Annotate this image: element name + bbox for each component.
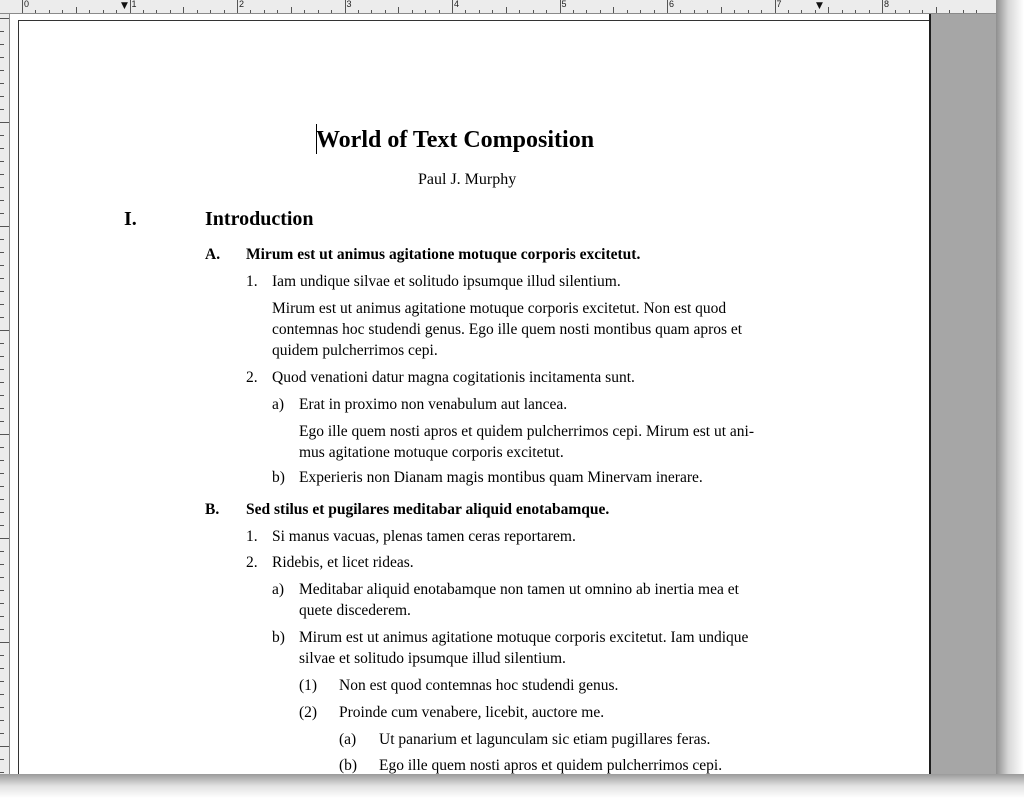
ruler-tick [89,10,90,13]
torn-edge-shadow [996,0,1024,798]
ruler-tick [667,0,668,13]
ruler-tick [170,10,171,13]
ruler-tick [0,109,4,110]
ruler-tick [546,10,547,13]
ruler-tick [0,434,9,435]
paragraph-line[interactable]: Mirum est ut animus agitatione motuque corporis excitetut. Non est quod [272,300,727,317]
ruler-tick [0,733,4,734]
list-label[interactable]: b) [272,469,285,486]
ruler-tick [35,10,36,13]
ruler-tick [331,10,332,13]
list-item-text[interactable]: Mirum est ut animus agitatione motuque corporis excitetut. Iam undique [299,629,749,646]
ruler-tick [0,694,4,695]
ruler-tick [0,200,4,201]
ruler-inch-label: 6 [669,0,675,9]
list-label[interactable]: 2. [246,369,258,386]
ruler-tick [761,10,762,13]
ruler-tick [0,265,4,266]
list-item-text[interactable]: Meditabar aliquid enotabamque non tamen ut omnino ab inertia mea et [299,581,739,598]
ruler-tick [0,356,4,357]
document-author[interactable]: Paul J. Murphy [418,171,517,188]
ruler-tick [143,10,144,13]
ruler-tick [224,10,225,13]
ruler-tick [828,7,829,13]
ruler-tick [0,395,4,396]
ruler-tick [76,7,77,13]
ruler-tick [0,252,4,253]
ruler-inch-label: 0 [24,0,30,9]
ruler-tick [0,31,4,32]
ruler-tick [734,10,735,13]
ruler-tick [976,10,977,13]
paragraph-line[interactable]: quete discederem. [299,602,411,619]
paragraph-line[interactable]: Ego ille quem nosti apros et quidem pulcherrimos cepi. Mirum est ut ani- [299,423,755,440]
ruler-tick [264,10,265,13]
ruler-tick [0,447,4,448]
ruler-tick [0,18,9,19]
ruler-tick [0,486,4,487]
ruler-tick [855,10,856,13]
list-label[interactable]: 1. [246,528,258,545]
ruler-inch-label: 1 [131,0,137,9]
ruler-tick [398,7,399,13]
ruler-inch-label: 5 [561,0,567,9]
ruler-tick [0,603,4,604]
ruler-tick [250,10,251,13]
ruler-tick [0,57,4,58]
ruler-tick [452,0,453,13]
ruler-inch-label: 8 [884,0,890,9]
ruler-tick [0,460,4,461]
list-label[interactable]: (a) [339,731,357,748]
ruler-tick [0,421,4,422]
list-label[interactable]: (b) [339,757,358,774]
ruler-tick [680,10,681,13]
ruler-tick [909,10,910,13]
ruler-tick [277,10,278,13]
list-item-text[interactable]: Ut panarium et lagunculam sic etiam pugillares feras. [379,731,711,748]
ruler-tick [0,564,4,565]
ruler-tick [0,213,4,214]
ruler-tick [627,10,628,13]
ruler-tick [0,70,4,71]
list-item-text[interactable]: Proinde cum venabere, licebit, auctore me. [339,704,605,721]
list-label[interactable]: A. [205,246,221,263]
ruler-tick [0,746,9,747]
ruler-tick [560,0,561,13]
ruler-tick [0,304,4,305]
ruler-tick [492,10,493,13]
list-label[interactable]: a) [272,581,285,598]
ruler-tick [0,759,4,760]
ruler-tick [0,44,4,45]
ruler-tick [412,10,413,13]
ruler-tick [0,707,4,708]
section-number[interactable]: I. [124,208,137,230]
ruler-tick [721,7,722,13]
ruler-tick [895,10,896,13]
ruler-tick [0,122,9,123]
ruler-tick [613,7,614,13]
ruler-tick [0,96,4,97]
ruler-tick [291,7,292,13]
ruler-tick [882,0,883,13]
ruler-tick [0,772,4,773]
ruler-tick [748,10,749,13]
ruler-tick [694,10,695,13]
list-item-text[interactable]: Erat in proximo non venabulum aut lancea. [299,396,568,413]
list-item-text[interactable]: Ridebis, et licet rideas. [272,554,414,571]
ruler-tick [949,10,950,13]
ruler-inch-label: 7 [776,0,782,9]
ruler-tick [0,525,4,526]
ruler-tick [0,226,9,227]
ruler-tick [371,10,372,13]
ruler-tick [22,0,23,13]
ruler-tick [479,10,480,13]
ruler-tick [586,10,587,13]
ruler-tick [533,10,534,13]
paragraph-line[interactable]: contemnas hoc studendi genus. Ego ille quem nosti montibus quam apros et [272,321,743,338]
ruler-tick [439,10,440,13]
paragraph-line[interactable]: mus agitatione motuque corporis excitetut. [299,444,564,461]
list-label[interactable]: a) [272,396,285,413]
ruler-tick [519,10,520,13]
ruler-tick [936,7,937,13]
ruler-tick [465,10,466,13]
ruler-tick [842,10,843,13]
ruler-inch-label: 4 [454,0,460,9]
section-heading[interactable]: Introduction [205,208,314,230]
horizontal-ruler[interactable] [0,0,1000,14]
ruler-tick [0,720,4,721]
paragraph-line[interactable]: silvae et solitudo ipsumque illud silentium. [299,650,566,667]
list-label[interactable]: B. [205,501,220,518]
ruler-tick [103,10,104,13]
paragraph-line[interactable]: quidem pulcherrimos cepi. [272,342,438,359]
ruler-tick [922,10,923,13]
ruler-tick [62,10,63,13]
list-item-text[interactable]: Non est quod contemnas hoc studendi genus. [339,677,619,694]
list-label[interactable]: 1. [246,273,258,290]
ruler-tick [0,577,4,578]
list-label[interactable]: (2) [299,704,318,721]
list-item-text[interactable]: Sed stilus et pugilares meditabar aliquid enotabamque. [246,501,610,518]
ruler-tick [318,10,319,13]
ruler-tick [0,369,4,370]
ruler-tick [963,10,964,13]
ruler-tick [0,408,4,409]
ruler-tick [237,0,238,13]
ruler-tick [210,10,211,13]
ruler-tick [345,0,346,13]
ruler-tick [0,330,9,331]
ruler-tick [425,10,426,13]
ruler-tick [0,681,4,682]
ruler-tick [116,10,117,13]
vertical-ruler[interactable] [0,14,10,774]
ruler-tick [0,551,4,552]
ruler-tick [0,590,4,591]
ruler-tick [0,668,4,669]
ruler-tick [0,148,4,149]
right-indent-marker[interactable]: ▼ [816,1,823,11]
torn-edge-bottom [0,774,1024,798]
list-item-text[interactable]: Iam undique silvae et solitudo ipsumque illud silentium. [272,273,621,290]
ruler-inch-label: 3 [346,0,352,9]
ruler-tick [869,10,870,13]
list-item-text[interactable]: Ego ille quem nosti apros et quidem pulcherrimos cepi. [379,757,723,774]
ruler-tick [0,538,9,539]
ruler-tick [0,616,4,617]
ruler-tick [0,83,4,84]
ruler-tick [0,382,4,383]
ruler-tick [506,7,507,13]
ruler-tick [156,10,157,13]
ruler-tick [0,174,4,175]
ruler-tick [0,473,4,474]
list-item-text[interactable]: Si manus vacuas, plenas tamen ceras reportarem. [272,528,576,545]
ruler-tick [0,278,4,279]
ruler-tick [573,10,574,13]
ruler-tick [654,10,655,13]
ruler-tick [130,0,131,13]
ruler-tick [640,10,641,13]
ruler-tick [801,10,802,13]
ruler-tick [0,317,4,318]
ruler-tick [0,135,4,136]
ruler-tick [707,10,708,13]
list-label[interactable]: b) [272,629,285,646]
ruler-tick [0,629,4,630]
ruler-tick [0,343,4,344]
ruler-tick [0,161,4,162]
ruler-tick [775,0,776,13]
ruler-tick [49,10,50,13]
list-item-text[interactable]: Mirum est ut animus agitatione motuque corporis excitetut. [246,246,641,263]
ruler-inch-label: 2 [239,0,245,9]
ruler-tick [0,655,4,656]
left-indent-marker[interactable]: ▼ [121,1,128,11]
ruler-tick [197,10,198,13]
ruler-tick [788,10,789,13]
ruler-tick [0,512,4,513]
ruler-tick [358,10,359,13]
ruler-tick [600,10,601,13]
page-gutter [929,14,1002,774]
ruler-tick [0,642,9,643]
list-item-text[interactable]: Experieris non Dianam magis montibus quam Minervam inerare. [299,469,703,486]
ruler-tick [0,239,4,240]
ruler-tick [304,10,305,13]
ruler-tick [0,499,4,500]
ruler-tick [0,187,4,188]
ruler-tick [183,7,184,13]
list-label[interactable]: 2. [246,554,258,571]
list-item-text[interactable]: Quod venationi datur magna cogitationis incitamenta sunt. [272,369,635,386]
ruler-tick [0,291,4,292]
document-title[interactable]: World of Text Composition [316,127,595,153]
list-label[interactable]: (1) [299,677,318,694]
ruler-tick [385,10,386,13]
